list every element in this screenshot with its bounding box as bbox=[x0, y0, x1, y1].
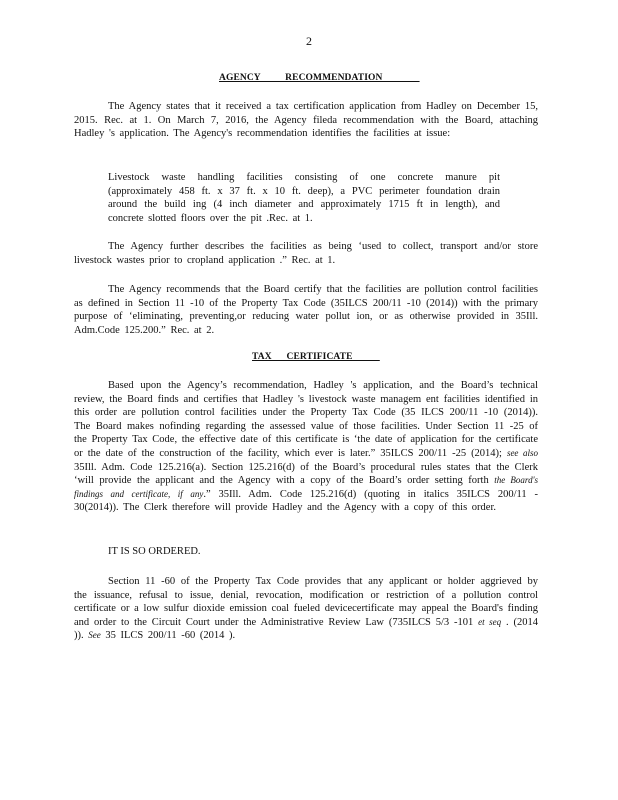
section-heading-agency-recommendation: AGENCY RECOMMENDATION bbox=[219, 73, 420, 83]
italic-see-also: see also bbox=[506, 447, 539, 458]
paragraph-board-findings bbox=[74, 379, 538, 515]
paragraph-agency-recommends bbox=[74, 283, 538, 337]
block-quote-facilities: Livestock waste handling facilities consisting of one concrete manure pit (approximately 458 ft. x 37 ft. x 10 ft. deep), a PVC perimeter foundation drain around the build ing (4 inch diameter and approximately 1715 ft in length), and concrete slotted floors over the pit .Rec. at 1. bbox=[108, 172, 500, 224]
paragraph-facility-description bbox=[74, 240, 538, 267]
paragraph-text: The Agency further describes the facilities as being ‘used to collect, transport and/or store livestock wastes prior to cropland application .” Rec. at 1. bbox=[74, 241, 538, 266]
paragraph-text: Section 11 -60 of the Property Tax Code provides that any applicant or holder aggrieved by the issuance, refusal to issue, denial, revocation, modification or restriction of a pollution control certificate or a low sulfur dioxide emission coal fueled devicecertificate may appeal the Board's finding and order to the Circuit Court under the Administrative Review Law (735ILCS 5/3 -101 bbox=[74, 576, 538, 628]
italic-et-seq: et seq bbox=[478, 616, 502, 627]
paragraph-text: The Agency recommends that the Board certify that the facilities are pollution control facilities as defined in Section 11 -10 of the Property Tax Code (35ILCS 200/11 -10 (2014)) with the primary purpose of ‘eliminating, preventing,or reducing water pollut ion, or as otherwise provided in 35Ill. Adm.Code 125.200.” Rec. at 2. bbox=[74, 284, 538, 336]
order-statement: IT IS SO ORDERED. bbox=[108, 546, 201, 557]
paragraph-text: 35 ILCS 200/11 -60 (2014 ). bbox=[105, 630, 236, 642]
paragraph-text: Based upon the Agency’s recommendation, Hadley 's application, and the Board’s technical review, the Board finds and certifies that Hadley 's livestock waste managem ent facilities identified in this order are pollution control facilities under the Property Tax Code (35 ILCS 200/11 -10 (2014)). The Board makes nofinding regarding the assessed value of those facilities. Under Section 11 -25 of the Property Tax Code, the effective date of this certificate is ‘the date of application for the certificate or the date of the construction of the facility, which ever is later.” 35ILCS 200/11 -25 (2014); bbox=[74, 380, 538, 459]
page-number: 2 bbox=[306, 34, 312, 48]
section-heading-tax-certificate: TAX CERTIFICATE bbox=[252, 352, 380, 362]
paragraph-text: . (2014 )). bbox=[74, 616, 539, 642]
paragraph-text: 35Ill. Adm. Code 125.216(a). Section 125.216(d) of the Board’s procedural rules states that the Clerk ‘will provide the applicant and the Agency with a copy of the Board’s order setting forth bbox=[74, 461, 538, 487]
italic-quoted-text: the Board's findings and certificate, if any bbox=[74, 475, 538, 499]
paragraph-agency-statement bbox=[74, 100, 538, 141]
paragraph-text: The Agency states that it received a tax certification application from Hadley on December 15, 2015. Rec. at 1. On March 7, 2016, the Agency fileda recommendation with the Board, attaching Hadley 's application. The Agency's recommendation identifies the facilities at issue: bbox=[74, 101, 538, 140]
italic-see: See bbox=[88, 630, 101, 641]
paragraph-appeal-rights bbox=[74, 575, 538, 643]
paragraph-text: .” 35Ill. Adm. Code 125.216(d) (quoting in italics 35ILCS 200/11 - 30(2014)). The Clerk therefore will provide Hadley and the Agency with a copy of this order. bbox=[74, 488, 539, 514]
